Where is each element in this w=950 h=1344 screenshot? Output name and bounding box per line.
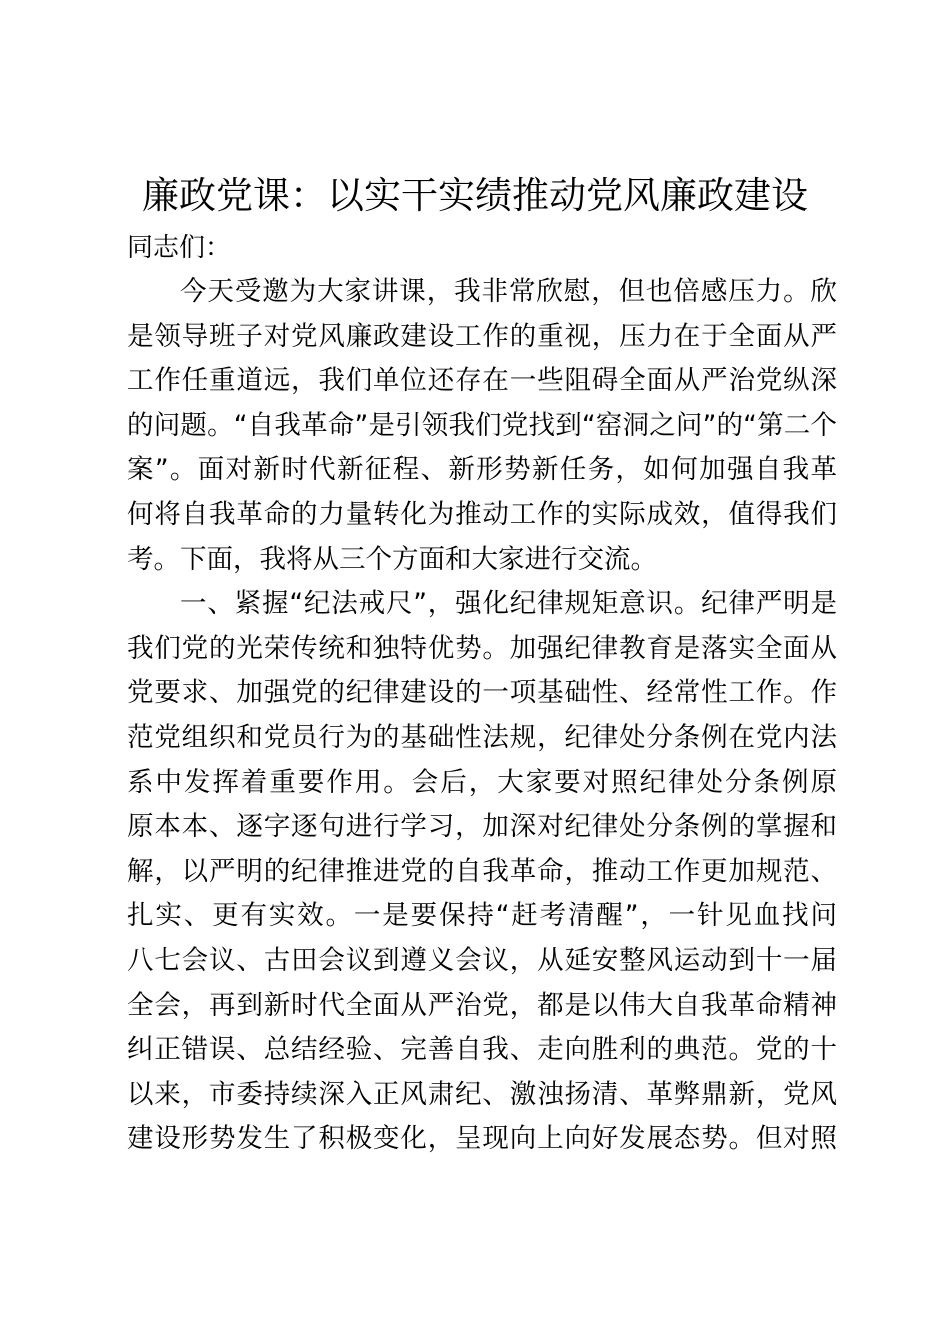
paragraph-line: 原本本、逐字逐句进行学习，加深对纪律处分条例的掌握和 [127, 811, 837, 843]
paragraph-line: 我们党的光荣传统和独特优势。加强纪律教育是落实全面从 [127, 632, 837, 664]
paragraph-line: 全会，再到新时代全面从严治党，都是以伟大自我革命精神 [127, 989, 837, 1021]
paragraph-line: 纠正错误、总结经验、完善自我、走向胜利的典范。党的十 [127, 1034, 837, 1066]
paragraph-line: 案”。面对新时代新征程、新形势新任务，如何加强自我革 [127, 454, 837, 486]
section-heading-line: 一、紧握“纪法戒尺”，强化纪律规矩意识。纪律严明是 [180, 588, 837, 620]
paragraph-line: 以来，市委持续深入正风肃纪、激浊扬清、革弊鼎新，党风 [127, 1078, 837, 1110]
paragraph-line: 今天受邀为大家讲课，我非常欣慰，但也倍感压力。欣 [180, 276, 837, 307]
paragraph-line: 建设形势发生了积极变化，呈现向上向好发展态势。但对照 [127, 1123, 837, 1155]
document-title: 廉政党课：以实干实绩推动党风廉政建设 [142, 174, 808, 217]
paragraph-line: 扎实、更有实效。一是要保持“赶考清醒”，一针见血找问 [127, 900, 837, 932]
paragraph-line: 八七会议、古田会议到遵义会议，从延安整风运动到十一届 [127, 944, 837, 976]
paragraph-line: 工作任重道远，我们单位还存在一些阻碍全面从严治党纵深 [127, 365, 837, 397]
body-text [127, 270, 837, 1162]
paragraph-line: 考。下面，我将从三个方面和大家进行交流。 [127, 543, 657, 575]
paragraph-line: 是领导班子对党风廉政建设工作的重视，压力在于全面从严 [127, 320, 837, 352]
paragraph-line: 解，以严明的纪律推进党的自我革命，推动工作更加规范、 [127, 855, 837, 887]
paragraph-line: 范党组织和党员行为的基础性法规，纪律处分条例在党内法 [127, 721, 837, 753]
paragraph-line: 的问题。“自我革命”是引领我们党找到“窑洞之问”的“第二个 [127, 409, 837, 441]
paragraph-line: 党要求、加强党的纪律建设的一项基础性、经常性工作。作 [127, 677, 837, 709]
paragraph-line: 系中发挥着重要作用。会后，大家要对照纪律处分条例原 [127, 766, 837, 798]
paragraph-line: 何将自我革命的力量转化为推动工作的实际成效，值得我们 [127, 498, 837, 530]
salutation: 同志们： [127, 233, 232, 263]
